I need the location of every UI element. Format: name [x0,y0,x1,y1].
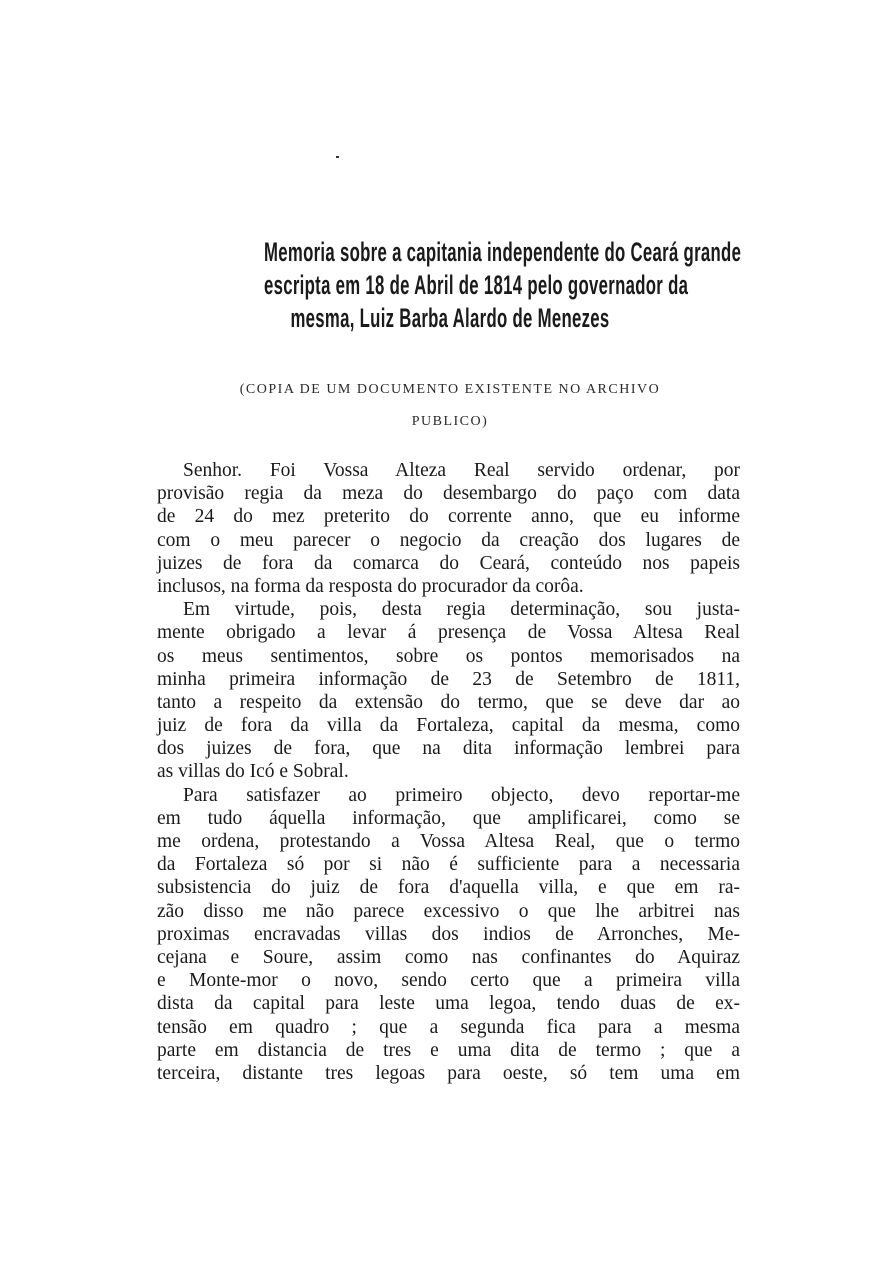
title-line: escripta em 18 de Abril de 1814 pelo governador da [264,270,689,300]
body-line: tensão em quadro ; que a segunda fica para a mesma [157,1016,740,1038]
body-line: inclusos, na forma da resposta do procurador da corôa. [157,575,584,597]
subtitle-line: PUBLICO) [411,414,489,429]
document-title [264,236,742,335]
print-speck [336,156,339,158]
body-line: da Fortaleza só por si não é sufficiente para a necessaria [157,854,740,876]
body-line: juiz de fora da villa da Fortaleza, capital da mesma, como [157,715,740,737]
body-line: provisão regia da meza do desembargo do paço com data [157,483,740,505]
body-line: em tudo áquella informação, que amplificarei, como se [157,807,740,829]
body-line: parte em distancia de tres e uma dita de termo ; que a [157,1039,740,1061]
document-subtitle [195,374,705,438]
body-line: juizes de fora da comarca do Ceará, conteúdo nos papeis [157,552,740,574]
body-line: cejana e Soure, assim como nas confinantes do Aquiraz [157,946,740,968]
body-line: zão disso me não parece excessivo o que lhe arbitrei nas [157,900,740,922]
body-line: tanto a respeito da extensão do termo, que se deve dar ao [157,691,740,713]
body-line: de 24 do mez preterito do corrente anno, que eu informe [157,506,740,528]
body-line: dista da capital para leste uma legoa, tendo duas de ex- [157,993,740,1015]
body-line: subsistencia do juiz de fora d'aquella villa, e que em ra- [157,877,740,899]
body-line: e Monte-mor o novo, sendo certo que a primeira villa [157,970,740,992]
title-line: Memoria sobre a capitania independente do Ceará grande [264,237,742,267]
body-line: terceira, distante tres legoas para oeste, só tem uma em [157,1062,740,1084]
subtitle-line: (COPIA DE UM DOCUMENTO EXISTENTE NO ARCHIVO [239,382,661,397]
body-line: minha primeira informação de 23 de Setembro de 1811, [157,668,740,690]
body-line: proximas encravadas villas dos indios de Arronches, Me- [157,923,740,945]
body-line: os meus sentimentos, sobre os pontos memorisados na [157,645,740,667]
body-line: Em virtude, pois, desta regia determinação, sou justa- [183,599,740,621]
body-line: mente obrigado a levar á presença de Vossa Altesa Real [157,622,740,644]
body-line: as villas do Icó e Sobral. [157,761,349,783]
body-line: dos juizes de fora, que na dita informação lembrei para [157,738,740,760]
title-line: mesma, Luiz Barba Alardo de Menezes [290,303,610,333]
body-line: Senhor. Foi Vossa Alteza Real servido ordenar, por [183,460,740,481]
document-body [157,459,740,1085]
body-line: com o meu parecer o negocio da creação dos lugares de [157,529,740,551]
body-line: Para satisfazer ao primeiro objecto, devo reportar-me [183,784,740,806]
body-line: me ordena, protestando a Vossa Altesa Real, que o termo [157,831,740,852]
